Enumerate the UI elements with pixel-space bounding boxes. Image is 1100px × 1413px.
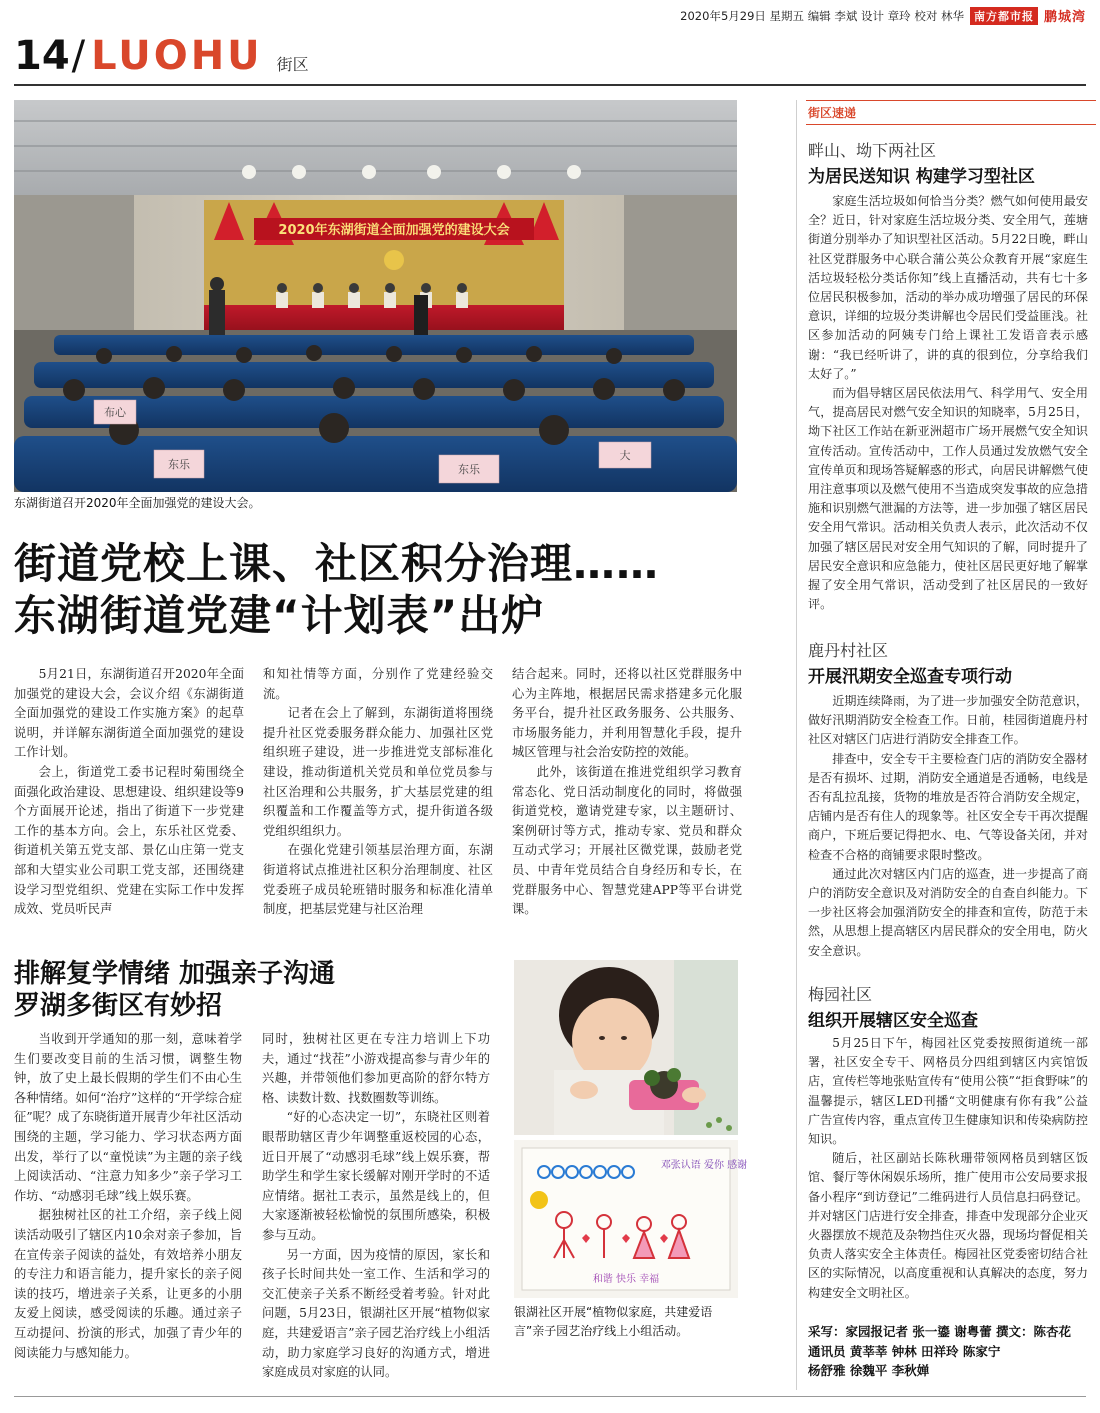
paragraph: 和知社情等方面，分别作了党建经验交流。	[263, 667, 493, 701]
sidebar-top-rule	[806, 100, 1096, 101]
paragraph: 当收到开学通知的那一刻，意味着学生们要改变目前的生活习惯，调整生物钟，放了史上最长假期的学生们不由心生各种情绪。如何“治疗”这样的“开学综合症征”呢？成了东晓街道开展青少年社区活动围绕的主题，学习能力、学习状态两方面出发，举行了以“童悦读”为主题的亲子线上阅读活动、“注意力知多少”亲子学习工作坊、“动感羽毛球”线上娱乐赛。	[14, 1032, 242, 1203]
sidebar-tag-rule	[806, 124, 1096, 125]
page-number: 14	[14, 33, 70, 79]
drawing-label: 邓张认语 爱你 感谢	[660, 1160, 748, 1171]
seat-sign-1: 布心	[104, 406, 126, 419]
paragraph: 另一方面，因为疫情的原因，家长和孩子长时间共处一室工作、生活和学习的交汇使亲子关系不断经受着考验。针对此问题，5月23日，银湖社区开展“植物似家庭，共建爱语言”亲子园艺治疗线上小组活动，助力家庭学习良好的沟通方式，增进家庭成员对家庭的认同。	[262, 1247, 490, 1380]
second-headline	[14, 958, 494, 1022]
child-planting-photo	[514, 960, 738, 1135]
sidebar-item1-headline: 为居民送知识 构建学习型社区	[808, 167, 1035, 187]
second-headline-line2: 罗湖多街区有妙招	[14, 991, 223, 1021]
credits-line: 通讯员 黄莘莘 钟林 田祥玲 陈家宁	[808, 1343, 1001, 1359]
date-editor-line: 2020年5月29日 星期五 编辑 李斌 设计 章玲 校对 林华	[680, 8, 964, 23]
paragraph: 在强化党建引领基层治理方面，东湖街道将试点推进社区积分治理制度、社区党委班子成员轮班错时服务和标准化清单制度，把基层党建与社区治理	[263, 843, 493, 917]
banner-text: 2020年东湖街道全面加强党的建设大会	[278, 223, 510, 238]
seat-sign-2: 东乐	[168, 458, 190, 471]
meeting-photo	[14, 100, 737, 492]
second-headline-line1: 排解复学情绪 加强亲子沟通	[14, 959, 336, 989]
supplement-logo: 鹏城湾	[1043, 10, 1086, 25]
second-story-col1	[14, 1030, 242, 1363]
drawing-bottom-text: 和谐 快乐 幸福	[592, 1274, 660, 1285]
credits-line: 杨舒雅 徐魏平 李秋婵	[808, 1363, 930, 1378]
child-planting-illustration	[514, 960, 738, 1135]
paragraph: 结合起来。同时，还将以社区党群服务中心为主阵地，根据居民需求搭建多元化服务平台，提升社区政务服务、公共服务、市场服务能力，并利用智慧化手段，提升城区管理与社会治安防控的效能。	[512, 667, 742, 760]
paragraph: 记者在会上了解到，东湖街道将围绕提升社区党委服务群众能力、加强社区党组织班子建设，进一步推进党支部标准化建设，推动街道机关党员和单位党员参与社区治理和公共服务，扩大基层党建的组织覆盖和工作覆盖等方式，提升街道各级党组织组织力。	[263, 706, 493, 838]
second-story-col2	[262, 1030, 490, 1383]
paragraph: 5月25日下午，梅园社区党委按照街道统一部署，社区安全专干、网格员分四组到辖区内宾馆饭店，宣传栏等地张贴宣传有“使用公筷”“拒食野味”的温馨提示，辖区LED刊播“文明健康有你有我”公益广告宣传内容，重点宣传卫生健康知识和传染病防控知识。	[808, 1036, 1088, 1147]
top-info-bar	[680, 6, 1086, 25]
paragraph: 家庭生活垃圾如何恰当分类？燃气如何使用最安全？近日，针对家庭生活垃圾分类、安全用气，莲塘街道分别举办了知识型社区活动。5月22日晚，畔山社区党群服务中心联合蒲公英公众教育开展“家庭生活垃圾轻松分类话你知”线上直播活动，共有七十多位居民积极参加，活动的举办成功增强了居民的环保意识，详细的垃圾分类讲解也令居民们受益匪浅。社区参加活动的阿姨专门给上课社工发语音表示感谢：“我已经听讲了，讲的真的很到位，分享给我们太好了。”	[808, 194, 1088, 381]
seat-sign-3: 东乐	[458, 463, 480, 476]
sidebar-tag: 街区速递	[808, 106, 857, 120]
sidebar-item1-kicker: 畔山、坳下两社区	[808, 141, 937, 160]
main-headline-line2: 东湖街道党建“计划表”出炉	[14, 591, 545, 640]
second-photo-caption: 银湖社区开展“植物似家庭，共建爱语言”亲子园艺治疗线上小组活动。	[514, 1305, 713, 1338]
photo-caption: 东湖街道召开2020年全面加强党的建设大会。	[14, 496, 261, 510]
paragraph: 据独树社区的社工介绍，亲子线上阅读活动吸引了辖区内10余对亲子参加，旨在宣传亲子阅读的益处，有效培养小朋友的专注力和语言能力，提升家长的亲子阅读的技巧，增进亲子关系，让更多的小朋友爱上阅读，感受阅读的乐趣。通过亲子互动提问、扮演的形式，加强了青少年的阅读能力与感知能力。	[14, 1208, 242, 1360]
column-divider	[796, 100, 797, 1390]
meeting-photo-illustration	[14, 100, 737, 492]
page-header	[14, 33, 309, 79]
credits-line: 采写：家园报记者 张一鎏 谢粤蕾 撰文：陈杏花	[808, 1324, 1072, 1339]
seat-sign-4: 大	[619, 449, 631, 462]
sidebar-item3-kicker: 梅园社区	[808, 985, 873, 1004]
paragraph: 随后，社区副站长陈秋珊带领网格员到辖区饭馆、餐厅等休闲娱乐场所，推广使用市公安局要求报备小程序“到访登记”二维码进行人员信息扫码登记。并对辖区门店进行安全排查，排查中发现部分企业灭火器摆放不规范及杂物挡住灭火器，现场均督促相关负责人落实安全主体责任。梅园社区党委密切结合社区的实际情况，以高度重视和认真解决的态度，努力构建安全文明社区。	[808, 1151, 1088, 1300]
sidebar-item1-body	[808, 192, 1088, 614]
bottom-rule	[14, 1396, 1086, 1397]
main-story-col3	[512, 665, 742, 920]
paragraph: 会上，街道党工委书记程时菊围绕全面强化政治建设、思想建设、组织建设等9个方面展开论述，指出了街道下一步党建工作的基本方向。会上，东乐社区党委、街道机关第五党支部、景亿山庄第一党支部和大望实业公司职工党支部，还围绕建设学习型党组织、党建在实际工作中发挥成效、党员听民声	[14, 764, 244, 917]
main-headline-line1: 街道党校上课、社区积分治理……	[14, 539, 660, 588]
paragraph: 此外，该街道在推进党组织学习教育常态化、党日活动制度化的同时，将做强街道党校，邀请党建专家，以主题研讨、案例研讨等方式，推动专家、党员和群众互动式学习；开展社区微党课，鼓励老党员、中青年党员结合自身经历和专长，在党群服务中心、智慧党建APP等平台讲党课。	[512, 764, 742, 917]
paragraph: 排查中，安全专干主要检查门店的消防安全器材是否有损坏、过期，消防安全通道是否通畅，电线是否有乱拉乱接，货物的堆放是否符合消防安全规定，店铺内是否有住人的现象等。社区安全专干再次提醒商户，下班后要记得把水、电、气等设备关闭，并对检查不合格的商铺要求限时整改。	[808, 751, 1088, 862]
sidebar-item3-headline: 组织开展辖区安全巡查	[808, 1011, 978, 1031]
main-headline	[14, 538, 744, 642]
section-name: 街区	[276, 55, 309, 74]
paragraph: 近期连续降雨，为了进一步加强安全防范意识，做好汛期消防安全检查工作。日前，桂园街道鹿丹村社区对辖区门店进行消防安全排查工作。	[808, 694, 1088, 747]
slash-divider: /	[71, 33, 86, 79]
sidebar-item2-body	[808, 692, 1088, 961]
sidebar-item3-body	[808, 1034, 1088, 1303]
main-story-col1	[14, 665, 244, 920]
main-story-col2	[263, 665, 493, 920]
byline-credits	[808, 1322, 1093, 1381]
sidebar-item2-kicker: 鹿丹村社区	[808, 641, 889, 660]
newspaper-logo: 南方都市报	[970, 7, 1038, 25]
sidebar-item2-headline: 开展汛期安全巡查专项行动	[808, 667, 1012, 687]
paragraph: 5月21日，东湖街道召开2020年全面加强党的建设大会，会议介绍《东湖街道全面加强党的建设工作实施方案》的起草说明，并详解东湖街道全面加强党的建设工作计划。	[14, 667, 244, 760]
page-title: LUOHU	[91, 33, 263, 79]
header-rule	[14, 84, 1086, 86]
paragraph: 通过此次对辖区内门店的巡查，进一步提高了商户的消防安全意识及对消防安全的自查自纠能力。下一步社区将会加强消防安全的排查和宣传，防范于未然，从思想上提高辖区内居民群众的安全用电，防火安全意识。	[808, 866, 1088, 958]
paragraph: “好的心态决定一切”，东晓社区则着眼帮助辖区青少年调整重返校园的心态，近日开展了“动感羽毛球”线上娱乐赛，帮助学生和学生家长缓解对刚开学时的不适应情绪。据社工表示，虽然是线上的，但大家逐渐被轻松愉悦的氛围所感染，积极参与互动。	[262, 1110, 490, 1242]
family-drawing-illustration	[514, 1140, 748, 1298]
paragraph: 而为倡导辖区居民依法用气、科学用气、安全用气，提高居民对燃气安全知识的知晓率，5月25日，坳下社区工作站在新亚洲超市广场开展燃气安全知识宣传活动。宣传活动中，工作人员通过发放燃气安全宣传单页和现场答疑解惑的形式，向居民讲解燃气使用注意事项以及燃气使用不当造成突发事故的应急措施和识别燃气泄漏的方法等，进一步加强了辖区居民安全用气常识。活动相关负责人表示，此次活动不仅加强了辖区居民对安全用气知识的了解，同时提升了居民安全意识和应急能力，使社区居民更好地了解掌握了安全用气常识，活动受到了社区居民的一致好评。	[808, 386, 1088, 612]
paragraph: 同时，独树社区更在专注力培训上下功夫，通过“找茬”小游戏提高参与青少年的兴趣，并带领他们参加更高阶的舒尔特方格、读数计数、找数圈数等训练。	[262, 1032, 490, 1105]
family-drawing-photo	[514, 1140, 748, 1298]
